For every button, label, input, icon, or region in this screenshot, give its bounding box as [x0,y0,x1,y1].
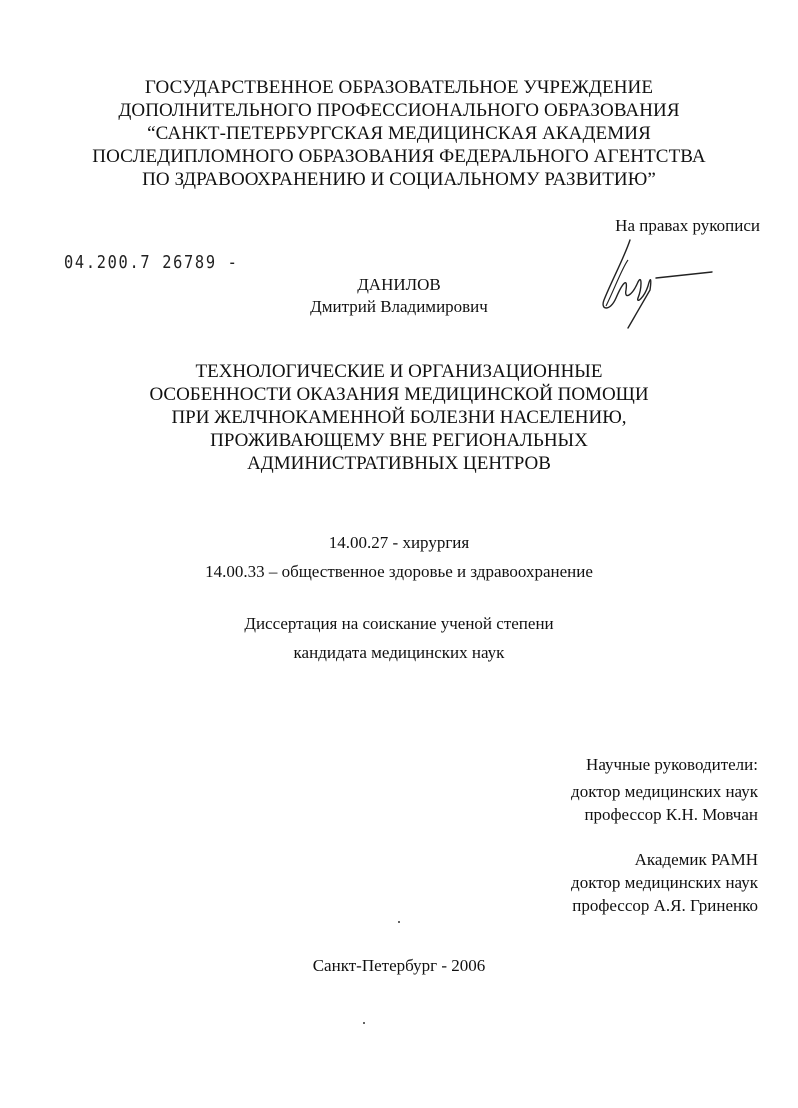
title-line: АДМИНИСТРАТИВНЫХ ЦЕНТРОВ [247,453,551,474]
title-line: ПРИ ЖЕЛЧНОКАМЕННОЙ БОЛЕЗНИ НАСЕЛЕНИЮ, [171,407,627,428]
supervisor-2-degree: доктор медицинских наук [571,873,758,892]
specialty-surgery: 14.00.27 - хирургия [328,533,470,552]
institution-line: ПОСЛЕДИПЛОМНОГО ОБРАЗОВАНИЯ ФЕДЕРАЛЬНОГО АГЕНТСТВА [92,146,706,167]
institution-line: ГОСУДАРСТВЕННОЕ ОБРАЗОВАТЕЛЬНОЕ УЧРЕЖДЕНИЕ [144,77,654,98]
specialty-public-health: 14.00.33 – общественное здоровье и здравоохранение [205,562,593,581]
author-full-name: Дмитрий Владимирович [310,297,488,316]
degree-line-1: Диссертация на соискание ученой степени [244,614,554,633]
city-year: Санкт-Петербург - 2006 [312,956,486,975]
supervisor-2-rank: Академик РАМН [634,850,758,869]
supervisor-1-name: профессор К.Н. Мовчан [584,805,758,824]
institution-line: ДОПОЛНИТЕЛЬНОГО ПРОФЕССИОНАЛЬНОГО ОБРАЗОВАНИЯ [118,100,680,121]
scan-speck [363,1022,365,1024]
author-surname: ДАНИЛОВ [357,275,441,294]
scan-speck [398,921,400,923]
title-line: ПРОЖИВАЮЩЕМУ ВНЕ РЕГИОНАЛЬНЫХ [210,430,588,451]
title-line: ОСОБЕННОСТИ ОКАЗАНИЯ МЕДИЦИНСКОЙ ПОМОЩИ [149,384,649,405]
institution-line: “САНКТ-ПЕТЕРБУРГСКАЯ МЕДИЦИНСКАЯ АКАДЕМИЯ [147,123,651,144]
supervisor-2-block [571,848,758,917]
supervisor-2-name: профессор А.Я. Гриненко [572,896,758,915]
supervisor-1-degree: доктор медицинских наук [571,782,758,801]
institution-header [0,76,798,191]
degree-line-2: кандидата медицинских наук [293,643,505,662]
archive-number-stamp: 04.200.7 26789 - [64,252,239,273]
manuscript-rights-note: На правах рукописи [615,216,760,235]
title-line: ТЕХНОЛОГИЧЕСКИЕ И ОРГАНИЗАЦИОННЫЕ [195,361,603,382]
dissertation-title [0,360,798,475]
supervisors-heading: Научные руководители: [586,755,758,774]
institution-line: ПО ЗДРАВООХРАНЕНИЮ И СОЦИАЛЬНОМУ РАЗВИТИЮ” [142,169,656,190]
supervisors-block [571,753,758,826]
